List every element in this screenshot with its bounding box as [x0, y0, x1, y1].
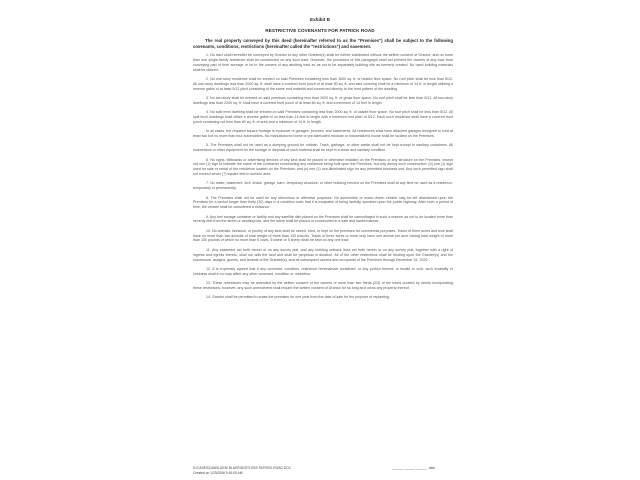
paragraph: In all cases, the required square footage is exclusive of garages, porches, and basements. All residences shall have attached garages designed to hold at least two but no more than four automobiles. No manufactured home or pre-fabricated modular or industrialized house shall be located on the Premises. [193, 129, 453, 138]
footer-created: Created on 1/23/2006 9:16:00 AM [193, 470, 243, 475]
paragraph: 9. Any fuel storage container or facility and any satellite dish placed on the Premises shall be camouflaged in such a manner as not to be located more than seventy feet from the street or abutting lots, and the same shall be placed or constructed in a safe and lawful manner. [193, 214, 453, 224]
footer-initials: ______ ______ ______ date [392, 466, 436, 470]
paragraph: 7. No trailer, basement, tent, shack, garage, barn, temporary structure, or other building erected on the Premises shall at any time be used as a residence, temporarily or permanently. [193, 181, 453, 191]
paragraph: 13. These restrictions may be amended by the written consent of the owners of more than two thirds (2/3) of the tracts created by deeds incorporating these restrictions; however, any such amendment shall require the written consent of Grantor for so long as it owns any property thereof. [193, 281, 453, 290]
paragraph: 14. Grantor shall be permitted to erase the premises for one year from the date of sale for the purpose of replanting. [206, 295, 390, 300]
footer-path: S:\CASES\DAWS,GEN\ BLUERIDGE\TOSS PATRICK ROAD.DOC [193, 466, 292, 470]
intro-paragraph: The real property conveyed by this deed (hereinafter referred to as the "Premises") shall be subject to the following covenants, conditions, restrictions (hereinafter called the "restrictions") and easement. [193, 38, 453, 49]
paragraph: 6. No signs, billboards or advertising devices of any kind shall be placed or otherwise installed on the Premises or any structure on the Premises, except not one (1) sign to indicate the name of the contractor constructing any residence being built upon the Premises, but only during such construction; (b) one (1) sign used for sale or rental of the residence located on the Premises; and (c) one (1) non-illuminated sign for any permitted business use. Any such permitted sign shall not exceed seven (7) square feet in surface area. [193, 157, 453, 177]
paragraph: 3. No two-story shall be erected on said premises containing less than 2000 sq. ft. of gross floor space. No roof pitch shall be less than 5/12. All two-story dwellings less than 2200 sq. ft. shall have a covered front porch of at least 80 sq. ft. and a minimum of 14 feet in length. [193, 95, 453, 105]
covenants-body [193, 53, 453, 305]
paragraph: 11. Any easement set forth herein or on any survey plat, and any building setback lines set forth herein or on any survey plat, together with a right of ingress and egress thereto, shall run with the land and shall be perpetual in duration. All of the other restrictions shall be binding upon the Grantee(s) and the successors, assigns, guests, and tenants of the Grantee(s), and all subsequent owners and occupants of the Premises through December 31, 2020. [193, 247, 453, 262]
paragraph: 8. The Premises shall not be used for any obnoxious or offensive purposes. No automobile or motor-driven vehicle may be left abandoned upon the Premises for a period longer than thirty (30) days in a condition such that it is incapable of being lawfully operated upon the public highway. After such a period of time, the vehicle shall be considered a nuisance. [193, 195, 453, 210]
exhibit-label: Exhibit B [310, 17, 330, 22]
paragraph: 5. The Premises shall not be used as a dumping ground for rubbish. Trash, garbage, or other waste shall not be kept except in sanitary containers. All incinerators or other equipment for the storage or disposal of such material shall be kept in a clean and sanitary condition. [193, 143, 453, 153]
paragraph: 10. No animals, livestock, or poultry of any kind shall be raised, bred, or kept on the premises for commercial purposes. Tracts of three acres and less shall have no more than two animals of total weight of more than 150 pounds. Tracts of three acres or more may have one animal per acre having total weight of more than 150 pounds of which no more than 6 cows, 5 swine or 5 sheep shall be kept on any one tract. [193, 228, 453, 243]
paragraph: 4. No split level dwelling shall be erected on said Premises containing less than 2000 sq. ft. of usable floor space. No roof pitch shall be less than 5/12. All split level dwellings shall utilize a reverse gable of no less than 14 feet in length with a minimum roof pitch of 5/12. Each such residence shall have a covered front porch containing not less than 80 sq. ft. of area and a minimum of 14 ft. in length. [193, 110, 453, 124]
paragraph: 12. It is expressly agreed that if any covenant, condition, restriction hereinabove contained, or any portion thereof, is invalid or void, such invalidity or voidness shall in no way affect any other covenant, condition or restriction. [193, 266, 453, 276]
document-title: RESTRICTIVE COVENANTS FOR PATRICK ROAD [265, 28, 375, 33]
footer-file-info [193, 466, 291, 475]
paragraph: 1. No tract shall hereafter be conveyed by Grantor to any other Grantee(s) shall be further subdivided without the written consent of Grantor, and no more than one single-family residence shall be constructed on any such tract. However, the provisions of this paragraph shall not prevent the owners of any tract from conveying part of their acreage or lot to the owners of any abutting tract so as not to be separately building site as formerly created. No used building materials shall be utilized. [193, 53, 453, 72]
paragraph: 2. No one-story residence shall be erected on said Premises containing less than 1600 sq. ft. of heated floor space. No roof pitch shall be less than 5/12. All one-story dwellings less than 2000 sq. ft. shall have a covered front porch of at least 80 sq. ft. and said covering shall be a minimum of 14 ft. in length utilizing a reverse gable of at least 5/12 pitch consisting of the same roof material and concerned directly to the front pattern of the dwelling. [193, 76, 453, 91]
